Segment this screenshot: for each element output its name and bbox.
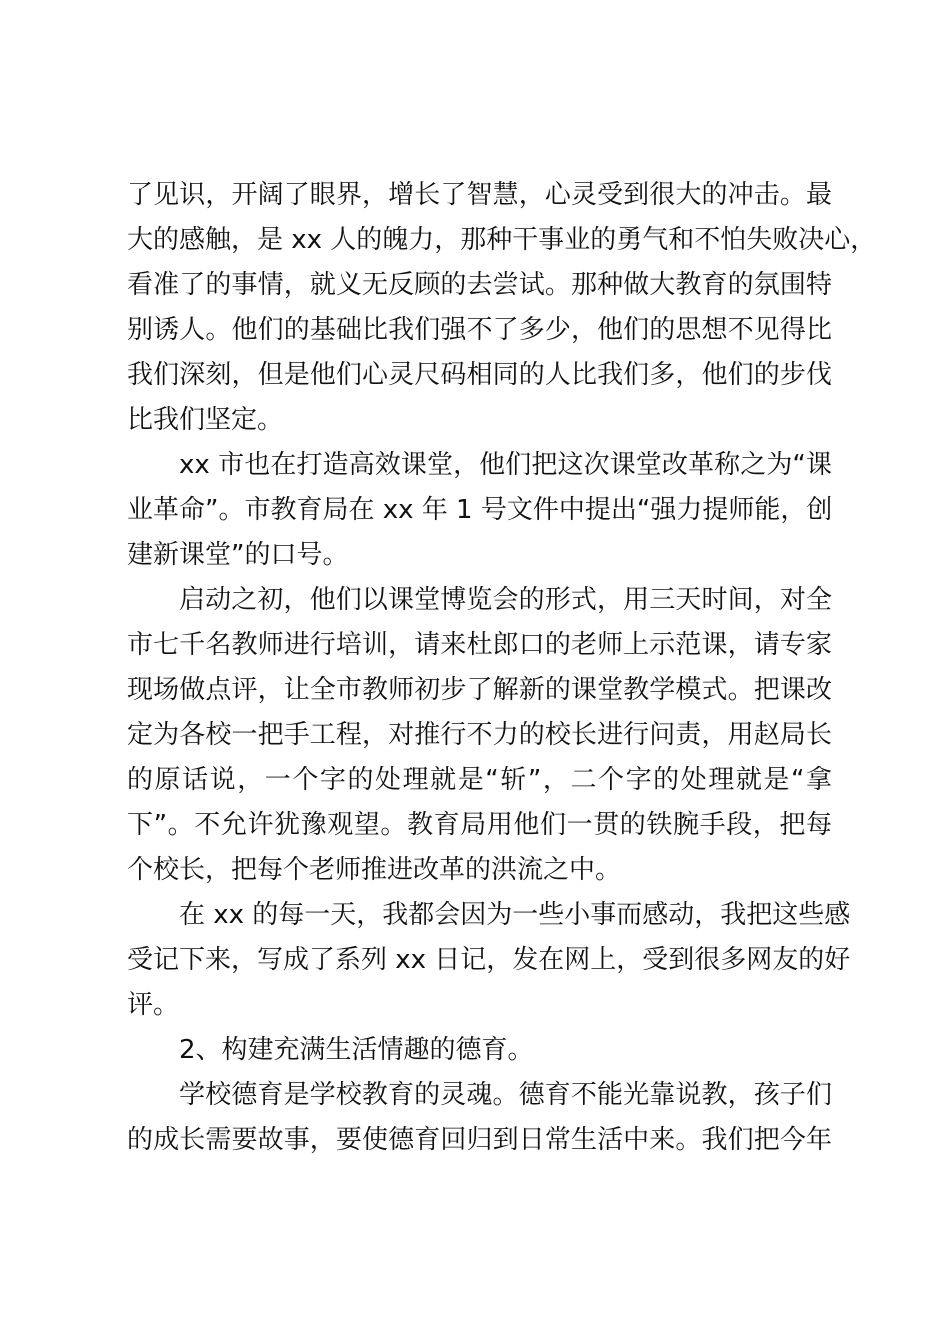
text-line: 建新课堂”的口号。 xyxy=(127,540,349,570)
text-line: 的原话说，一个字的处理就是“斩”，二个字的处理就是“拿 xyxy=(127,765,832,795)
text-line: 个校长，把每个老师推进改革的洪流之中。 xyxy=(127,855,622,885)
paragraph-first-line: xx 市也在打造高效课堂，他们把这次课堂改革称之为“课 xyxy=(179,450,832,480)
text-line: 下”。不允许犹豫观望。教育局用他们一贯的铁腕手段，把每 xyxy=(127,810,832,840)
text-line: 了见识，开阔了眼界，增长了智慧，心灵受到很大的冲击。最 xyxy=(127,180,832,210)
text-line: 比我们坚定。 xyxy=(127,405,284,435)
text-line: 市七千名教师进行培训，请来杜郎口的老师上示范课，请专家 xyxy=(127,630,832,660)
text-line: 别诱人。他们的基础比我们强不了多少，他们的思想不见得比 xyxy=(127,315,832,345)
text-line: 现场做点评，让全市教师初步了解新的课堂教学模式。把课改 xyxy=(127,675,832,705)
text-line: 评。 xyxy=(127,990,180,1020)
paragraph-first-line: 学校德育是学校教育的灵魂。德育不能光靠说教，孩子们 xyxy=(179,1080,832,1110)
text-line: 的成长需要故事，要使德育回归到日常生活中来。我们把今年 xyxy=(127,1125,832,1155)
paragraph-first-line: 在 xx 的每一天，我都会因为一些小事而感动，我把这些感 xyxy=(179,900,851,930)
text-line: 定为各校一把手工程，对推行不力的校长进行问责，用赵局长 xyxy=(127,720,832,750)
section-heading: 2、构建充满生活情趣的德育。 xyxy=(179,1035,534,1065)
text-line: 业革命”。市教育局在 xx 年 1 号文件中提出“强力提师能，创 xyxy=(127,495,833,525)
document-body xyxy=(127,173,877,1163)
text-line: 看准了的事情，就义无反顾的去尝试。那种做大教育的氛围特 xyxy=(127,270,832,300)
text-line: 受记下来，写成了系列 xx 日记，发在网上，受到很多网友的好 xyxy=(127,945,851,975)
paragraph-first-line: 启动之初，他们以课堂博览会的形式，用三天时间，对全 xyxy=(179,585,832,615)
text-line: 大的感触，是 xx 人的魄力，那种干事业的勇气和不怕失败决心， xyxy=(127,225,877,255)
text-line: 我们深刻，但是他们心灵尺码相同的人比我们多，他们的步伐 xyxy=(127,360,832,390)
